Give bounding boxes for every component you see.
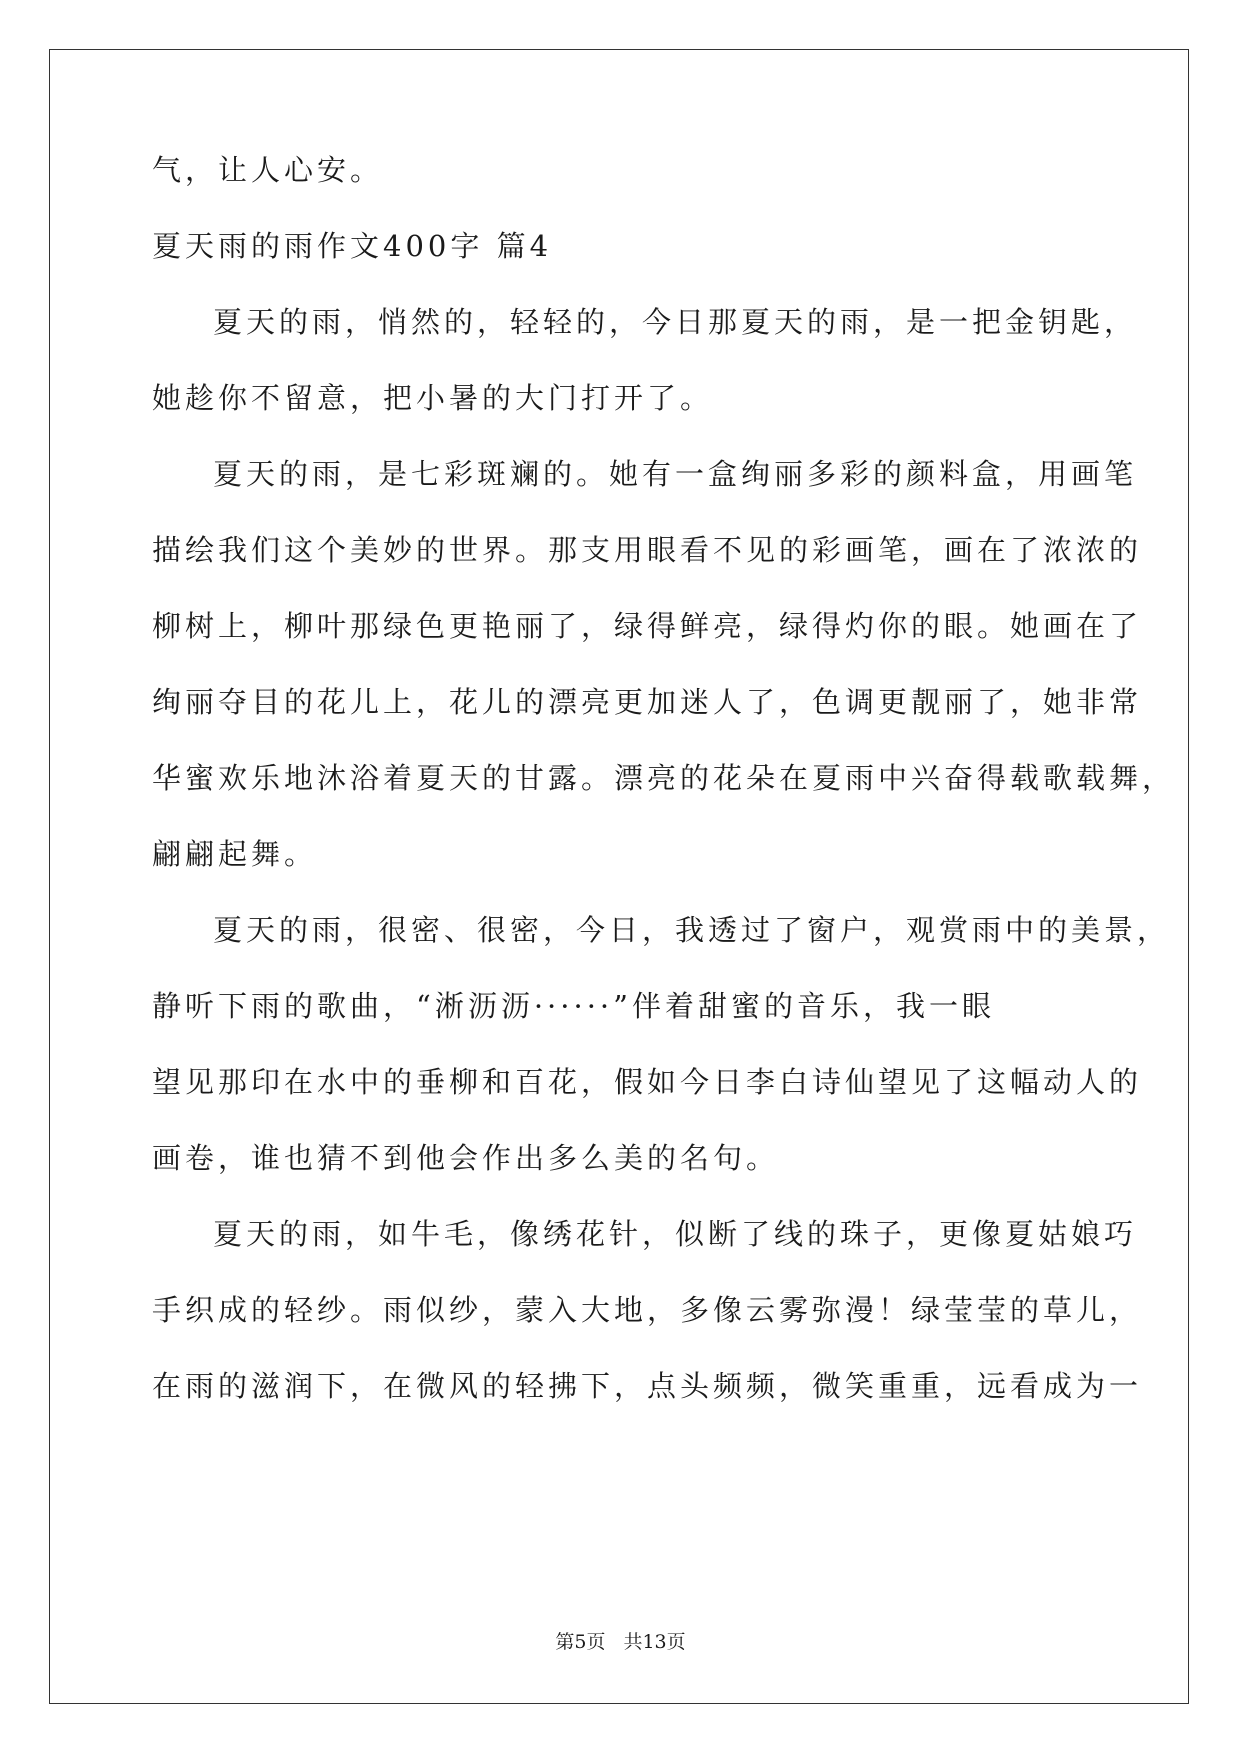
page-footer — [0, 1633, 1241, 1652]
text-line: 翩翩起舞。 — [152, 837, 318, 871]
text-line: 描绘我们这个美妙的世界。那支用眼看不见的彩画笔，画在了浓浓的 — [152, 533, 1143, 567]
text-line: 夏天的雨，很密、很密，今日，我透过了窗户，观赏雨中的美景， — [213, 913, 1171, 947]
text-line: 画卷，谁也猜不到他会作出多么美的名句。 — [152, 1141, 780, 1175]
page-total: 共13页 — [623, 1631, 686, 1653]
text-line: 她趁你不留意，把小暑的大门打开了。 — [152, 381, 714, 415]
text-line: 柳树上，柳叶那绿色更艳丽了，绿得鲜亮，绿得灼你的眼。她画在了 — [152, 609, 1143, 643]
text-line: 静听下雨的歌曲，“淅沥沥······”伴着甜蜜的音乐，我一眼 — [152, 989, 995, 1023]
section-heading: 夏天雨的雨作文400字 篇4 — [152, 229, 553, 263]
text-line: 夏天的雨，是七彩斑斓的。她有一盒绚丽多彩的颜料盒，用画笔 — [213, 457, 1138, 491]
text-line: 绚丽夺目的花儿上，花儿的漂亮更加迷人了，色调更靓丽了，她非常 — [152, 685, 1143, 719]
text-line: 在雨的滋润下，在微风的轻拂下，点头频频，微笑重重，远看成为一 — [152, 1369, 1143, 1403]
text-line: 夏天的雨，悄然的，轻轻的，今日那夏天的雨，是一把金钥匙， — [213, 305, 1138, 339]
text-line: 手织成的轻纱。雨似纱，蒙入大地，多像云雾弥漫！绿莹莹的草儿， — [152, 1293, 1143, 1327]
text-line: 气，让人心安。 — [152, 153, 384, 187]
page-number: 第5页 — [555, 1631, 606, 1653]
text-line: 望见那印在水中的垂柳和百花，假如今日李白诗仙望见了这幅动人的 — [152, 1065, 1143, 1099]
text-line: 夏天的雨，如牛毛，像绣花针，似断了线的珠子，更像夏姑娘巧 — [213, 1217, 1138, 1251]
page-border — [49, 49, 1189, 1704]
text-line: 华蜜欢乐地沐浴着夏天的甘露。漂亮的花朵在夏雨中兴奋得载歌载舞， — [152, 761, 1176, 795]
